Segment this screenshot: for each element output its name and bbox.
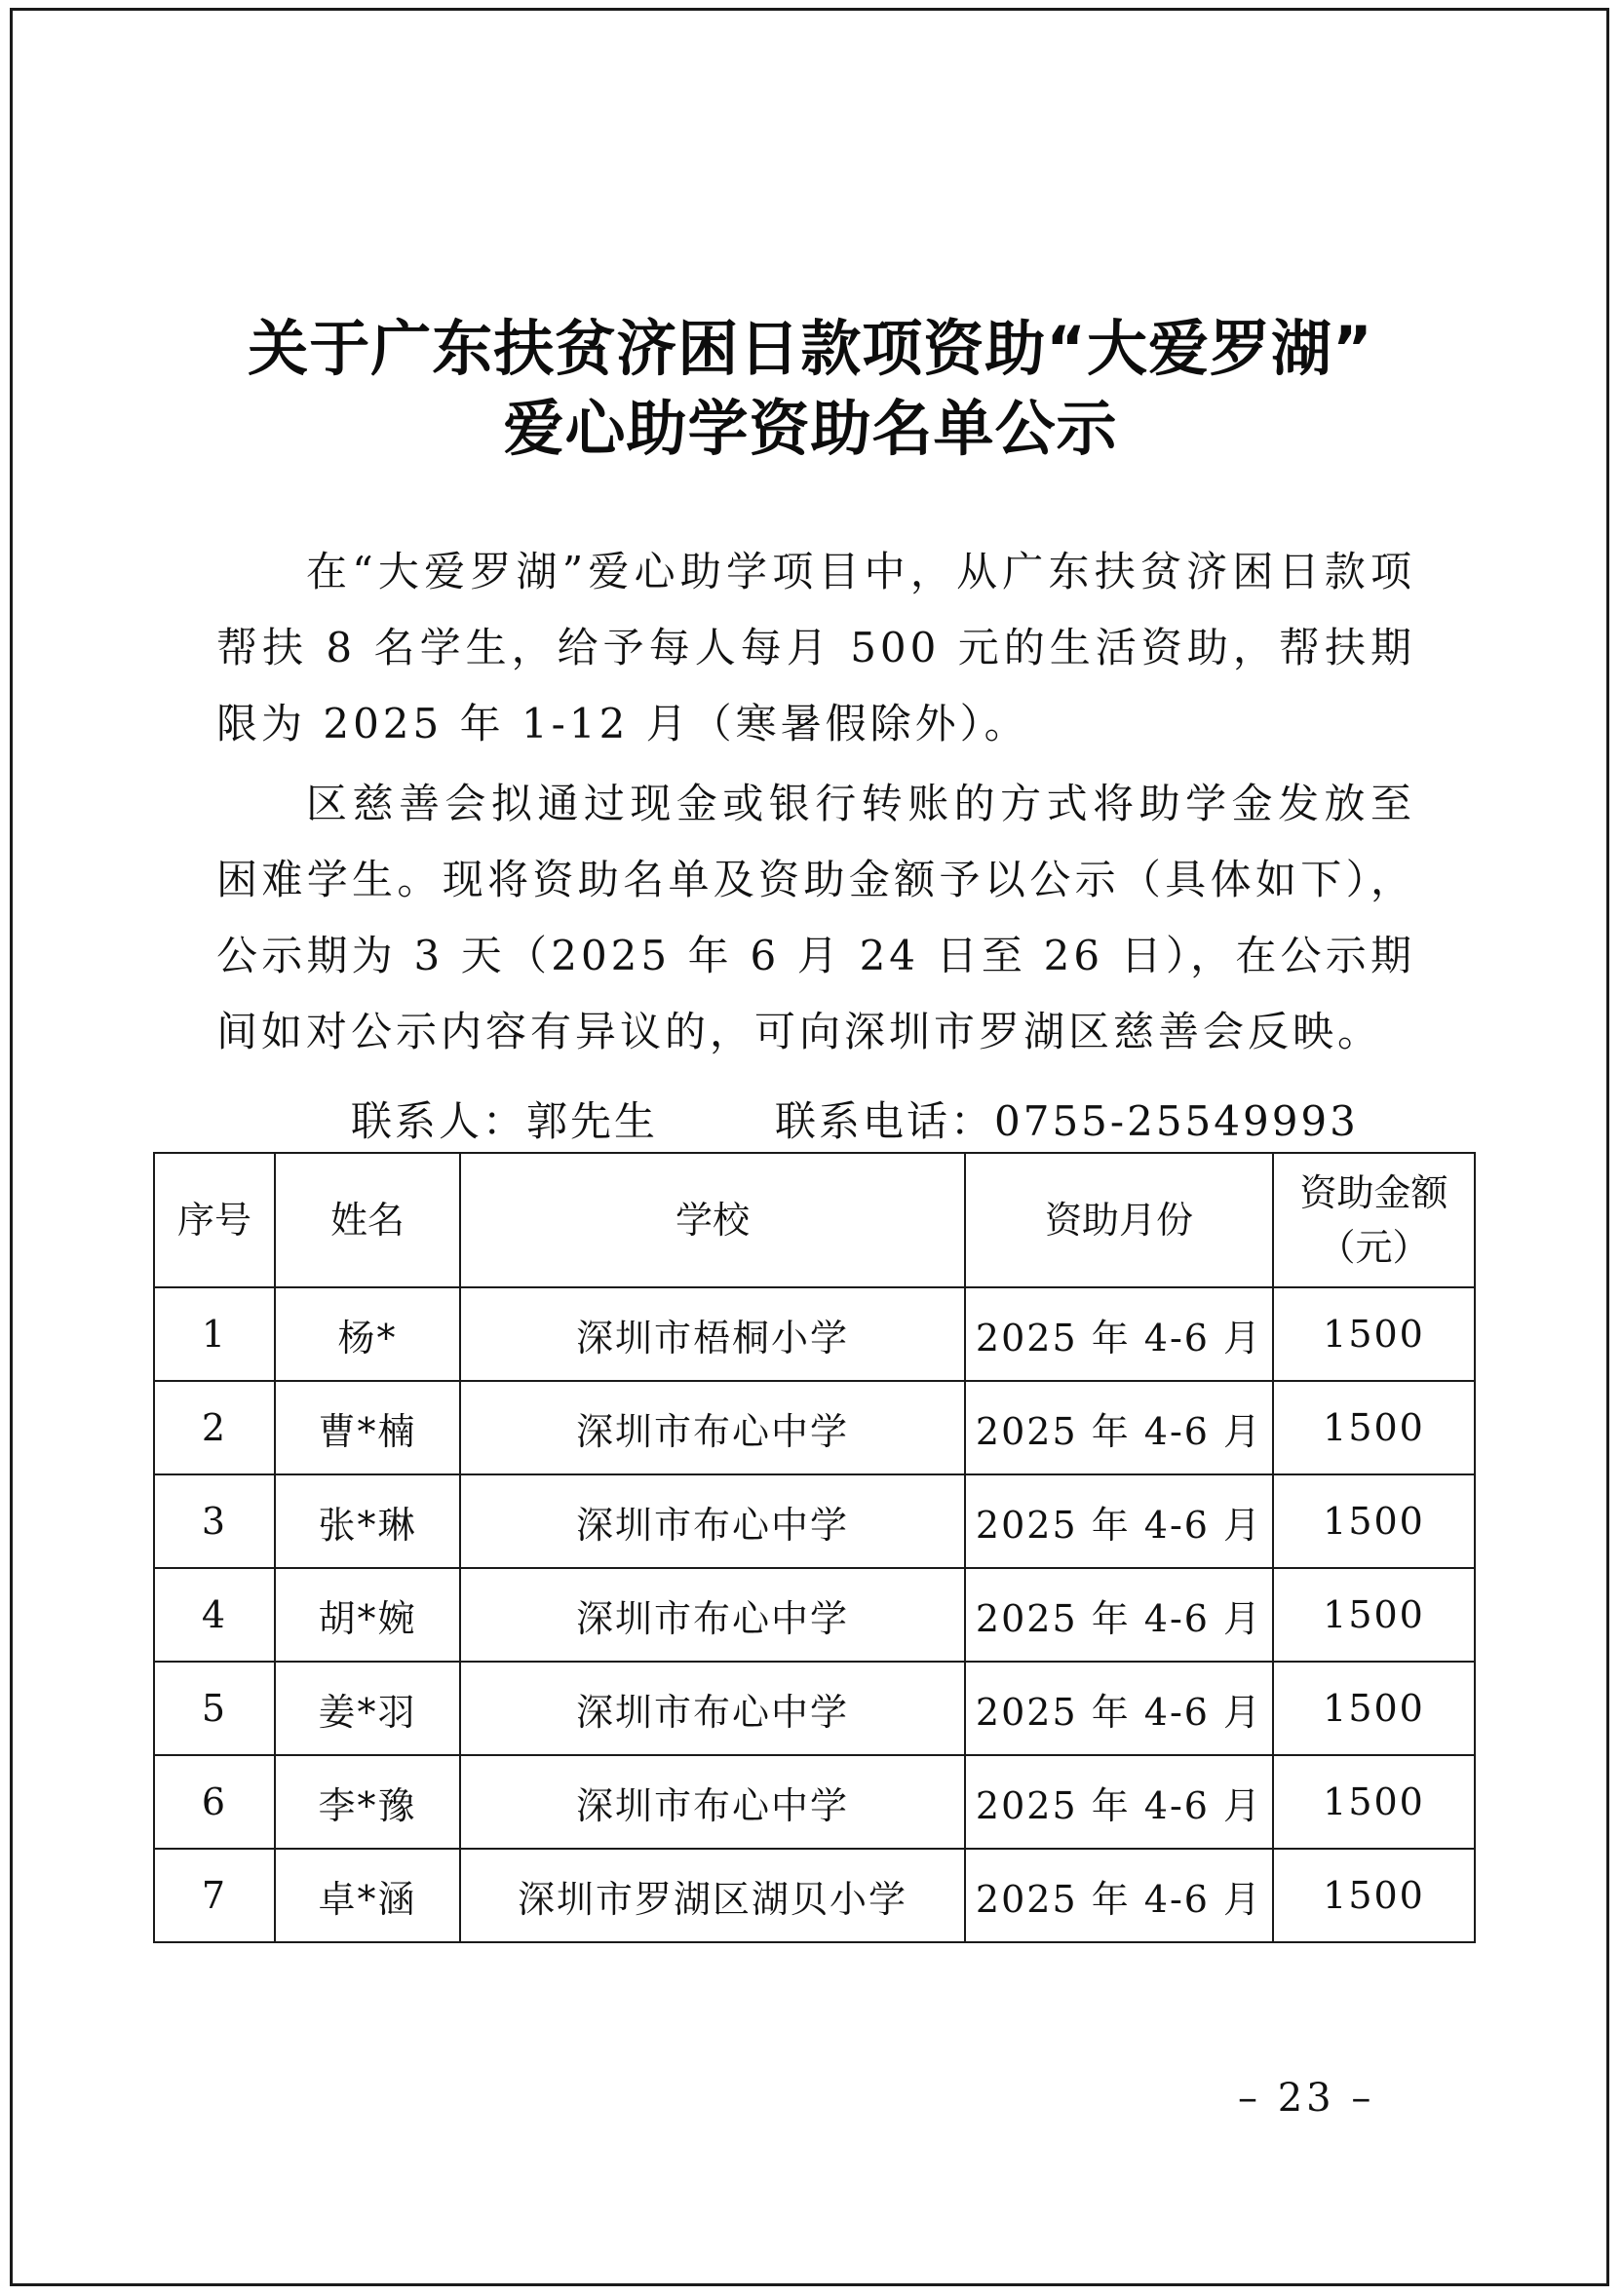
- table-row: [154, 1568, 1475, 1662]
- header-amount: [1273, 1153, 1475, 1287]
- cell-no: 1: [154, 1287, 275, 1381]
- cell-name: 杨*: [275, 1287, 460, 1381]
- cell-school: 深圳市梧桐小学: [460, 1287, 965, 1381]
- header-school: 学校: [460, 1153, 965, 1287]
- cell-no: 2: [154, 1381, 275, 1474]
- header-amount-line-2: （元）: [1318, 1226, 1430, 1269]
- cell-amount: 1500: [1273, 1662, 1475, 1755]
- header-name: 姓名: [275, 1153, 460, 1287]
- cell-month: 2025 年 4-6 月: [965, 1662, 1273, 1755]
- document-title-line-2: 爱心助学资助名单公示: [503, 393, 1118, 464]
- cell-amount: 1500: [1273, 1474, 1475, 1568]
- cell-name: 李*豫: [275, 1755, 460, 1849]
- table-row: [154, 1381, 1475, 1474]
- cell-no: 3: [154, 1474, 275, 1568]
- cell-amount: 1500: [1273, 1568, 1475, 1662]
- cell-school: 深圳市布心中学: [460, 1568, 965, 1662]
- cell-name: 胡*婉: [275, 1568, 460, 1662]
- header-amount-line-1: 资助金额: [1299, 1171, 1448, 1214]
- cell-month: 2025 年 4-6 月: [965, 1755, 1273, 1849]
- cell-school: 深圳市布心中学: [460, 1755, 965, 1849]
- cell-no: 7: [154, 1849, 275, 1942]
- cell-month: 2025 年 4-6 月: [965, 1381, 1273, 1474]
- cell-no: 5: [154, 1662, 275, 1755]
- cell-amount: 1500: [1273, 1381, 1475, 1474]
- funding-list-table: [153, 1152, 1476, 1943]
- cell-amount: 1500: [1273, 1755, 1475, 1849]
- table-row: [154, 1849, 1475, 1942]
- header-month: 资助月份: [965, 1153, 1273, 1287]
- cell-no: 6: [154, 1755, 275, 1849]
- table-header-row: [154, 1153, 1475, 1287]
- cell-school: 深圳市罗湖区湖贝小学: [460, 1849, 965, 1942]
- document-title-line-1: 关于广东扶贫济困日款项资助“大爱罗湖”: [248, 313, 1373, 384]
- cell-school: 深圳市布心中学: [460, 1381, 965, 1474]
- cell-no: 4: [154, 1568, 275, 1662]
- body-paragraph-1: 在“大爱罗湖”爱心助学项目中，从广东扶贫济困日款项帮扶 8 名学生，给予每人每月 500 元的生活资助，帮扶期限为 2025 年 1-12 月（寒暑假除外）。: [216, 548, 1415, 747]
- body-paragraph-2: 区慈善会拟通过现金或银行转账的方式将助学金发放至困难学生。现将资助名单及资助金额予以公示（具体如下），公示期为 3 天（2025 年 6 月 24 日至 26 日），在公示期间如对公示内容有异议的，可向深圳市罗湖区慈善会反映。: [216, 780, 1415, 1055]
- page-number: – 23 –: [1238, 2076, 1375, 2121]
- cell-month: 2025 年 4-6 月: [965, 1568, 1273, 1662]
- cell-school: 深圳市布心中学: [460, 1474, 965, 1568]
- table-row: [154, 1287, 1475, 1381]
- cell-month: 2025 年 4-6 月: [965, 1474, 1273, 1568]
- cell-school: 深圳市布心中学: [460, 1662, 965, 1755]
- cell-name: 曹*楠: [275, 1381, 460, 1474]
- table-row: [154, 1474, 1475, 1568]
- cell-name: 张*琳: [275, 1474, 460, 1568]
- table-row: [154, 1755, 1475, 1849]
- header-no: 序号: [154, 1153, 275, 1287]
- cell-amount: 1500: [1273, 1287, 1475, 1381]
- cell-name: 姜*羽: [275, 1662, 460, 1755]
- cell-month: 2025 年 4-6 月: [965, 1287, 1273, 1381]
- cell-name: 卓*涵: [275, 1849, 460, 1942]
- cell-amount: 1500: [1273, 1849, 1475, 1942]
- contact-phone: 联系电话：0755-25549993: [775, 1097, 1359, 1145]
- cell-month: 2025 年 4-6 月: [965, 1849, 1273, 1942]
- table-row: [154, 1662, 1475, 1755]
- contact-line: [351, 1090, 1359, 1148]
- contact-person: 联系人：郭先生: [351, 1097, 659, 1145]
